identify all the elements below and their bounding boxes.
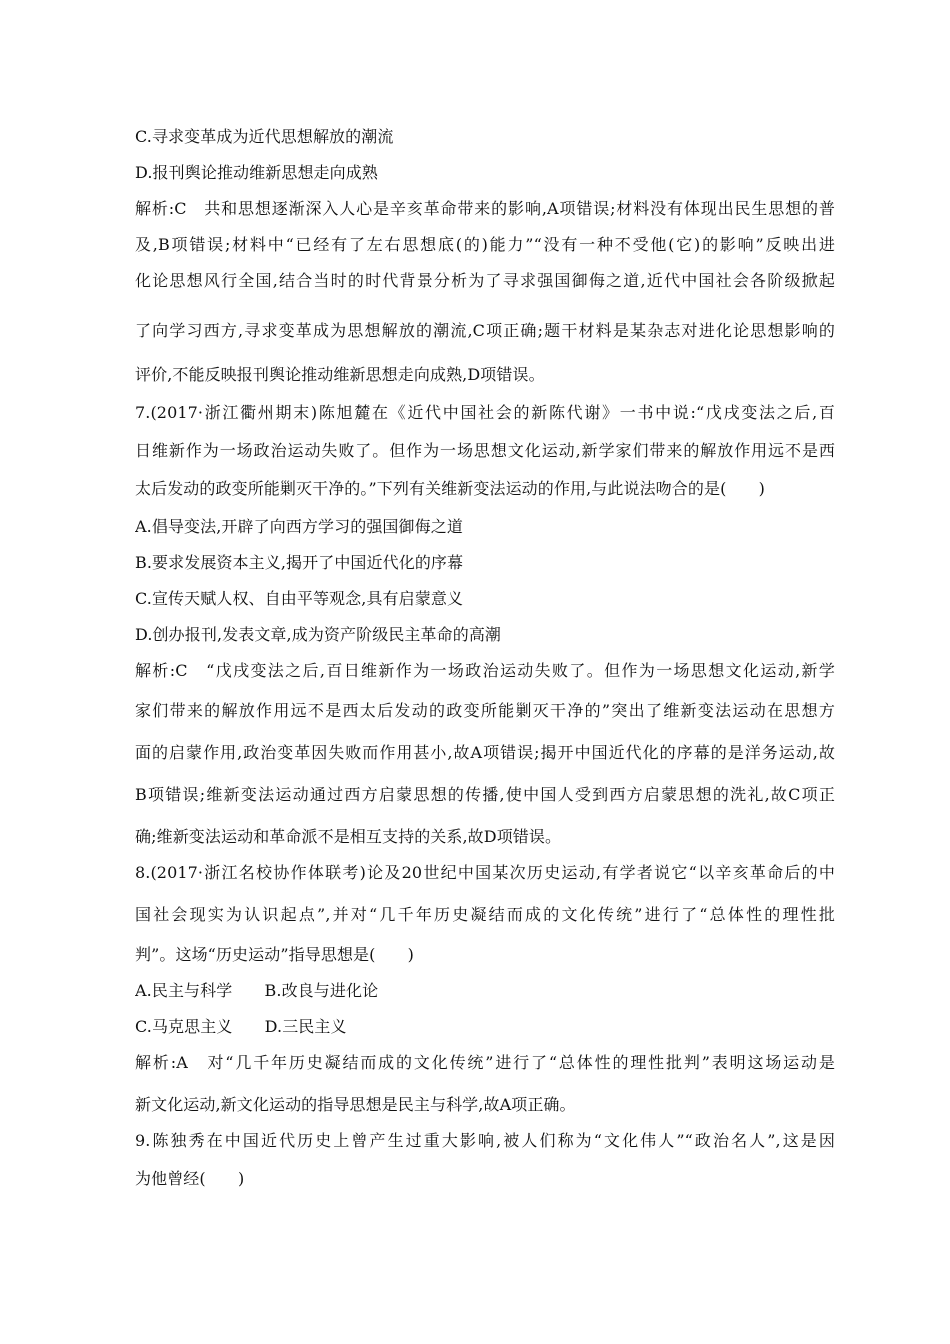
options-a-b: A.民主与科学 B.改良与进化论 [135, 981, 379, 1000]
option-b: B.要求发展资本主义,揭开了中国近代化的序幕 [135, 553, 464, 572]
option-d: D.报刊舆论推动维新思想走向成熟 [135, 163, 378, 182]
question-8-line: 8.(2017·浙江名校协作体联考)论及20世纪中国某次历史运动,有学者说它“以辛亥革命后的中 [135, 863, 835, 882]
analysis-line: 家们带来的解放作用远不是西太后发动的政变所能剿灭干净的”突出了维新变法运动在思想方 [135, 701, 835, 720]
option-c: C.宣传天赋人权、自由平等观念,具有启蒙意义 [135, 589, 464, 608]
question-9-line: 9.陈独秀在中国近代历史上曾产生过重大影响,被人们称为“文化伟人”“政治名人”,这是因 [135, 1131, 835, 1150]
question-7-line: 日维新作为一场政治运动失败了。但作为一场思想文化运动,新学家们带来的解放作用远不是西 [135, 441, 835, 460]
option-a: A.倡导变法,开辟了向西方学习的强国御侮之道 [135, 517, 463, 536]
analysis-line: 解析:C “戊戌变法之后,百日维新作为一场政治运动失败了。但作为一场思想文化运动,新学 [135, 661, 835, 680]
options-c-d: C.马克思主义 D.三民主义 [135, 1017, 347, 1036]
analysis-line: 评价,不能反映报刊舆论推动维新思想走向成熟,D项错误。 [135, 365, 545, 384]
option-d: D.创办报刊,发表文章,成为资产阶级民主革命的高潮 [135, 625, 502, 644]
analysis-line: 新文化运动,新文化运动的指导思想是民主与科学,故A项正确。 [135, 1095, 576, 1114]
question-7-line: 7.(2017·浙江衢州期末)陈旭麓在《近代中国社会的新陈代谢》一书中说:“戊戌变法之后,百 [135, 403, 835, 422]
question-8-line: 判”。这场“历史运动”指导思想是( ) [135, 945, 415, 964]
analysis-line: 及,B项错误;材料中“已经有了左右思想底(的)能力”“没有一种不受他(它)的影响”反映出进 [135, 235, 835, 254]
analysis-line: 解析:C 共和思想逐渐深入人心是辛亥革命带来的影响,A项错误;材料没有体现出民生思想的普 [135, 199, 835, 218]
question-7-line: 太后发动的政变所能剿灭干净的。”下列有关维新变法运动的作用,与此说法吻合的是( ) [135, 479, 765, 498]
analysis-line: B项错误;维新变法运动通过西方启蒙思想的传播,使中国人受到西方启蒙思想的洗礼,故C项正 [135, 785, 835, 804]
analysis-line: 面的启蒙作用,政治变革因失败而作用甚小,故A项错误;揭开中国近代化的序幕的是洋务运动,故 [135, 743, 835, 762]
option-c: C.寻求变革成为近代思想解放的潮流 [135, 127, 394, 146]
question-9-line: 为他曾经( ) [135, 1169, 245, 1188]
analysis-line: 确;维新变法运动和革命派不是相互支持的关系,故D项错误。 [135, 827, 562, 846]
question-8-line: 国社会现实为认识起点”,并对“几千年历史凝结而成的文化传统”进行了“总体性的理性批 [135, 905, 835, 924]
analysis-line: 化论思想风行全国,结合当时的时代背景分析为了寻求强国御侮之道,近代中国社会各阶级掀起 [135, 271, 835, 290]
analysis-line: 了向学习西方,寻求变革成为思想解放的潮流,C项正确;题干材料是某杂志对进化论思想影响的 [135, 321, 835, 340]
analysis-line: 解析:A 对“几千年历史凝结而成的文化传统”进行了“总体性的理性批判”表明这场运动是 [135, 1053, 835, 1072]
